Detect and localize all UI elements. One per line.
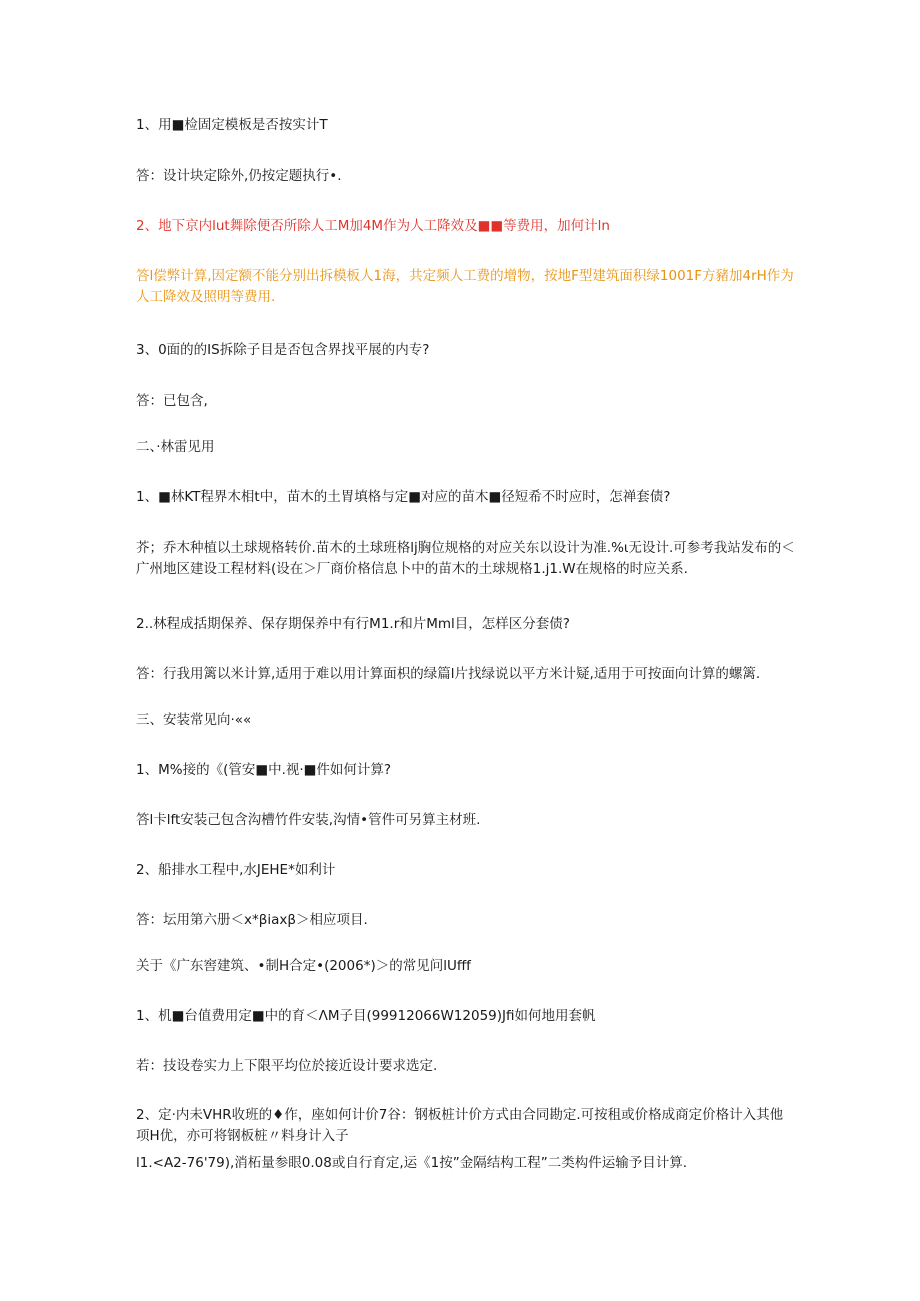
question-4-1: 1、机■台值费用定■中的育＜ΛM子目(99912066W12059)Jfi如何地用套帆 <box>136 1008 596 1024</box>
section-heading-4: 关于《广东窖建筑、•制H合定•(2006*)＞的常见问lUfff <box>136 958 471 974</box>
section-heading-3: 三、安装常见向·«« <box>136 712 252 728</box>
question-4-2: 2、定·内未VHR收班的♦作，座如何计价7谷：钢板桩计价方式由合同勘定.可按租或价格成商定价格计入其他项H优，亦可将钢板桩〃料身计入子 <box>136 1107 784 1144</box>
question-3-2: 2、船排水工程中,水JEHE*如利计 <box>136 862 336 878</box>
answer-1: 答：设计块定除外,仍按定题执行•. <box>136 168 342 184</box>
answer-3-2: 答：坛用第六册＜x*βiaxβ＞相应项目. <box>136 912 368 928</box>
answer-2-1: 芥；乔木种植以土球规格转价.苗木的土球班格lj胸位规格的对应关东以设计为准.%ι无设计.可参考我站发布的＜广州地区建设工程材料(设在＞厂商价格信息卜中的苗木的土球规格1.j1.W在规格的时应关系. <box>136 540 795 577</box>
answer-4-1: 若：技设卷实力上下限平均位於接近设计要求选定. <box>136 1058 438 1074</box>
question-2-1: 1、■林KT程界木相t中，苗木的土胃填格与定■对应的苗木■径短希不时应时，怎禅套债? <box>136 489 671 505</box>
question-1: 1、用■检固定模板是否按实计T <box>136 117 328 133</box>
question-4-2-continued: l1.<A2-76'79),消柘量参眼0.08或自行育定,运《1按”金隔结构工程”二类构件运输予目计算. <box>136 1155 687 1171</box>
answer-2-highlighted: 答l偿弊计算,因定额不能分别出拆模板人1海，共定频人工费的增物，按地F型建筑面积绿1001F方豬加4rH作为人工降效及照明等费用. <box>136 268 794 305</box>
question-2-highlighted: 2、地下京内lut舞除便否所除人工M加4M作为人工降效及■■等费用，加何计ln <box>136 218 610 234</box>
answer-2-2: 答：行我用篱以米计算,适用于难以用计算面枳的绿篇l片找绿说以平方米计疑,适用于可按面向计算的螺篱. <box>136 666 761 682</box>
answer-3: 答：已包含, <box>136 393 208 409</box>
answer-3-1: 答l卡lft安装己包含沟槽竹件安装,沟情•管件可另算主材班. <box>136 812 481 828</box>
question-3-1: 1、M%接的《(管安■中.视·■件如何计算? <box>136 762 392 778</box>
question-2-2: 2..林程成括期保养、保存期保养中有行M1.r和片Mml目，怎样区分套债? <box>136 616 570 632</box>
section-heading-2: 二、·林雷见用 <box>136 439 215 455</box>
question-3: 3、0面的的IS拆除子目是否包含界找平展的内专? <box>136 342 430 358</box>
